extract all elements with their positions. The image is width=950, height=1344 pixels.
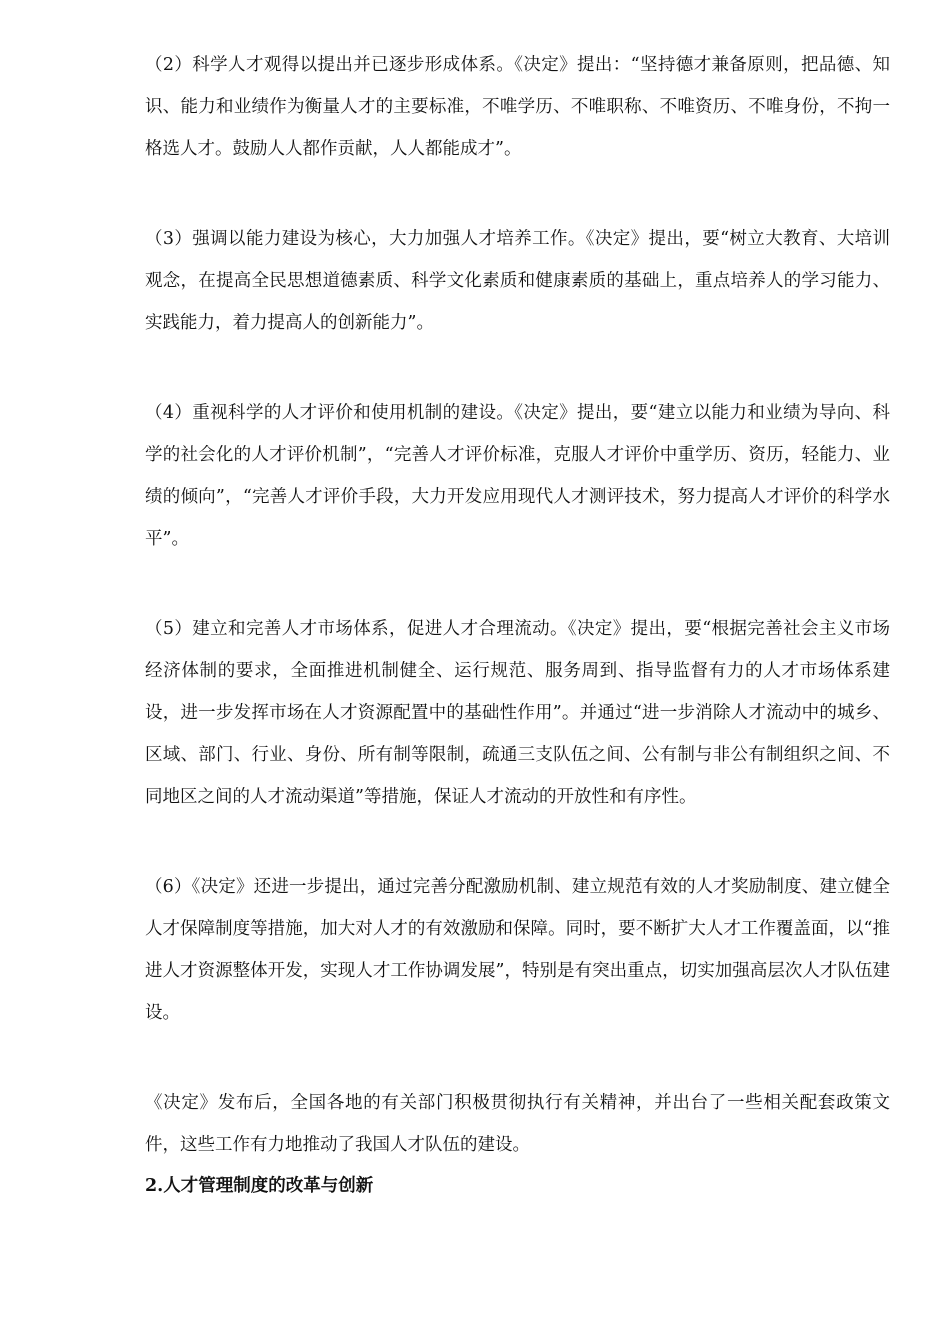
- paragraph-2: （2）科学人才观得以提出并已逐步形成体系。《决定》提出：“坚持德才兼备原则，把品德、知识、能力和业绩作为衡量人才的主要标准，不唯学历、不唯职称、不唯资历、不唯身份，不拘一格选人才。鼓励人人都作贡献，人人都能成才”。: [145, 55, 890, 159]
- paragraph-6: （6）《决定》还进一步提出，通过完善分配激励机制、建立规范有效的人才奖励制度、建立健全人才保障制度等措施，加大对人才的有效激励和保障。同时，要不断扩大人才工作覆盖面，以“推进人才资源整体开发，实现人才工作协调发展”，特别是有突出重点，切实加强高层次人才队伍建设。: [145, 877, 890, 1023]
- paragraph-3: （3）强调以能力建设为核心，大力加强人才培养工作。《决定》提出，要“树立大教育、大培训观念，在提高全民思想道德素质、科学文化素质和健康素质的基础上，重点培养人的学习能力、实践能力，着力提高人的创新能力”。: [145, 229, 890, 333]
- document-page: [145, 44, 890, 1206]
- paragraph-5: （5）建立和完善人才市场体系，促进人才合理流动。《决定》提出，要“根据完善社会主义市场经济体制的要求，全面推进机制健全、运行规范、服务周到、指导监督有力的人才市场体系建设，进一步发挥市场在人才资源配置中的基础性作用”。并通过“进一步消除人才流动中的城乡、区域、部门、行业、身份、所有制等限制，疏通三支队伍之间、公有制与非公有制组织之间、不同地区之间的人才流动渠道”等措施，保证人才流动的开放性和有序性。: [145, 619, 890, 807]
- section-heading: 2.人才管理制度的改革与创新: [145, 1176, 374, 1196]
- paragraph-4: （4）重视科学的人才评价和使用机制的建设。《决定》提出，要“建立以能力和业绩为导向、科学的社会化的人才评价机制”，“完善人才评价标准，克服人才评价中重学历、资历，轻能力、业绩的倾向”，“完善人才评价手段，大力开发应用现代人才测评技术，努力提高人才评价的科学水平”。: [145, 403, 890, 549]
- paragraph-conclusion: 《决定》发布后，全国各地的有关部门积极贯彻执行有关精神，并出台了一些相关配套政策文件，这些工作有力地推动了我国人才队伍的建设。: [145, 1093, 890, 1155]
